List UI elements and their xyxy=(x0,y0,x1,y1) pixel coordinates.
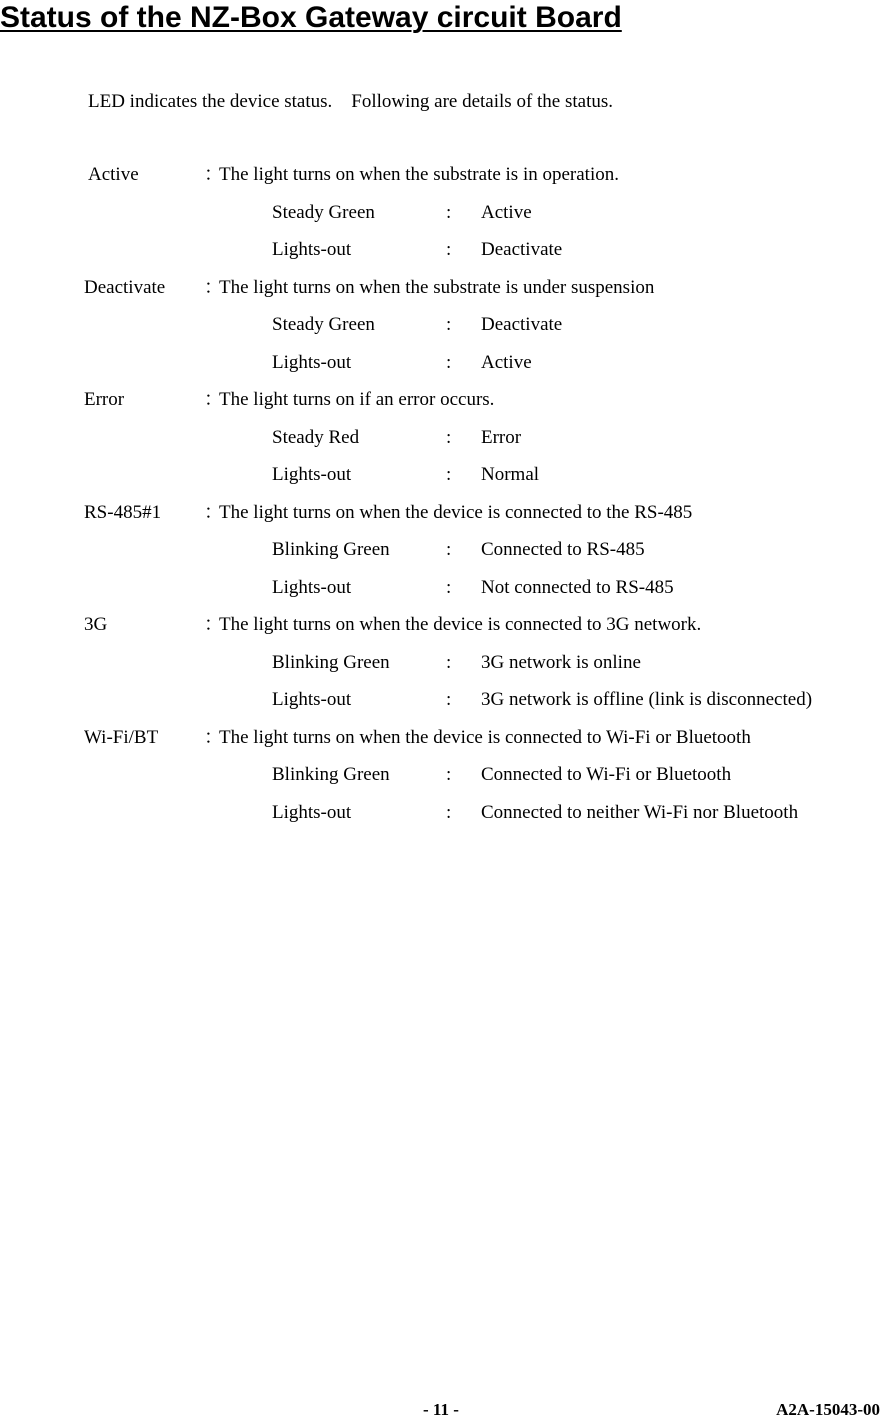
led-state-row xyxy=(0,350,886,388)
state-colon: : xyxy=(446,351,452,373)
intro-paragraph: LED indicates the device status. Following are details of the status. xyxy=(88,91,614,112)
led-status-list xyxy=(0,162,886,837)
led-state-row xyxy=(0,762,886,800)
led-colon: ： xyxy=(204,501,224,523)
led-description: The light turns on when the device is connected to 3G network. xyxy=(219,614,702,635)
led-section-header xyxy=(0,162,886,200)
led-state: Lights-out xyxy=(272,351,352,373)
led-state-row xyxy=(0,650,886,688)
led-description: The light turns on if an error occurs. xyxy=(219,389,495,410)
led-description: The light turns on when the device is connected to the RS-485 xyxy=(219,501,693,523)
led-description: The light turns on when the device is connected to Wi-Fi or Bluetooth xyxy=(219,726,751,748)
led-state-row xyxy=(0,575,886,613)
led-name: 3G xyxy=(84,614,108,635)
led-name: RS-485#1 xyxy=(84,501,162,523)
state-colon: : xyxy=(446,239,452,260)
led-state: Steady Green xyxy=(272,201,375,223)
led-state: Lights-out xyxy=(272,239,352,260)
led-state-row xyxy=(0,425,886,463)
led-state: Lights-out xyxy=(272,801,352,823)
state-meaning: Connected to Wi-Fi or Bluetooth xyxy=(481,764,732,785)
led-state: Lights-out xyxy=(272,464,352,485)
led-colon: ： xyxy=(204,276,224,298)
led-state-row xyxy=(0,237,886,275)
led-state-row xyxy=(0,537,886,575)
led-name: Error xyxy=(84,389,125,410)
state-meaning: Connected to neither Wi-Fi nor Bluetooth xyxy=(481,801,799,823)
led-description: The light turns on when the substrate is under suspension xyxy=(219,276,655,298)
led-state: Steady Red xyxy=(272,426,360,448)
led-section-header xyxy=(0,500,886,538)
led-state-row xyxy=(0,800,886,838)
page-number: - 11 - xyxy=(423,1400,459,1419)
state-meaning: Connected to RS-485 xyxy=(481,539,645,560)
led-state: Steady Green xyxy=(272,314,375,335)
state-colon: : xyxy=(446,576,452,598)
document-code: A2A-15043-00 xyxy=(776,1400,880,1419)
led-description: The light turns on when the substrate is in operation. xyxy=(219,164,619,185)
state-meaning: 3G network is offline (link is disconnected) xyxy=(481,689,813,710)
led-state: Lights-out xyxy=(272,576,352,598)
led-colon: ： xyxy=(204,164,224,185)
led-name: Deactivate xyxy=(84,276,166,298)
state-colon: : xyxy=(446,201,452,223)
led-section-header xyxy=(0,725,886,763)
led-state-row xyxy=(0,462,886,500)
state-meaning: Deactivate xyxy=(481,314,563,335)
state-meaning: Active xyxy=(481,201,532,223)
led-state: Blinking Green xyxy=(272,764,390,785)
state-meaning: Active xyxy=(481,351,532,373)
led-colon: ： xyxy=(204,389,224,410)
state-meaning: Error xyxy=(481,426,522,448)
led-state-row xyxy=(0,200,886,238)
state-meaning: Deactivate xyxy=(481,239,563,260)
led-state-row xyxy=(0,687,886,725)
state-meaning: Normal xyxy=(481,464,540,485)
state-colon: : xyxy=(446,651,452,673)
state-colon: : xyxy=(446,764,452,785)
led-state: Blinking Green xyxy=(272,539,390,560)
led-state-row xyxy=(0,312,886,350)
state-colon: : xyxy=(446,689,452,710)
led-section-header xyxy=(0,275,886,313)
state-meaning: 3G network is online xyxy=(481,651,641,673)
led-section-header xyxy=(0,387,886,425)
led-colon: ： xyxy=(204,614,224,635)
state-colon: : xyxy=(446,801,452,823)
led-section-header xyxy=(0,612,886,650)
page-title: Status of the NZ-Box Gateway circuit Board xyxy=(0,1,622,34)
state-colon: : xyxy=(446,314,452,335)
led-name: Wi-Fi/BT xyxy=(84,726,159,748)
led-name: Active xyxy=(88,164,139,185)
state-meaning: Not connected to RS-485 xyxy=(481,576,674,598)
led-colon: ： xyxy=(204,726,224,748)
state-colon: : xyxy=(446,426,452,448)
led-state: Blinking Green xyxy=(272,651,390,673)
state-colon: : xyxy=(446,464,452,485)
state-colon: : xyxy=(446,539,452,560)
led-state: Lights-out xyxy=(272,689,352,710)
